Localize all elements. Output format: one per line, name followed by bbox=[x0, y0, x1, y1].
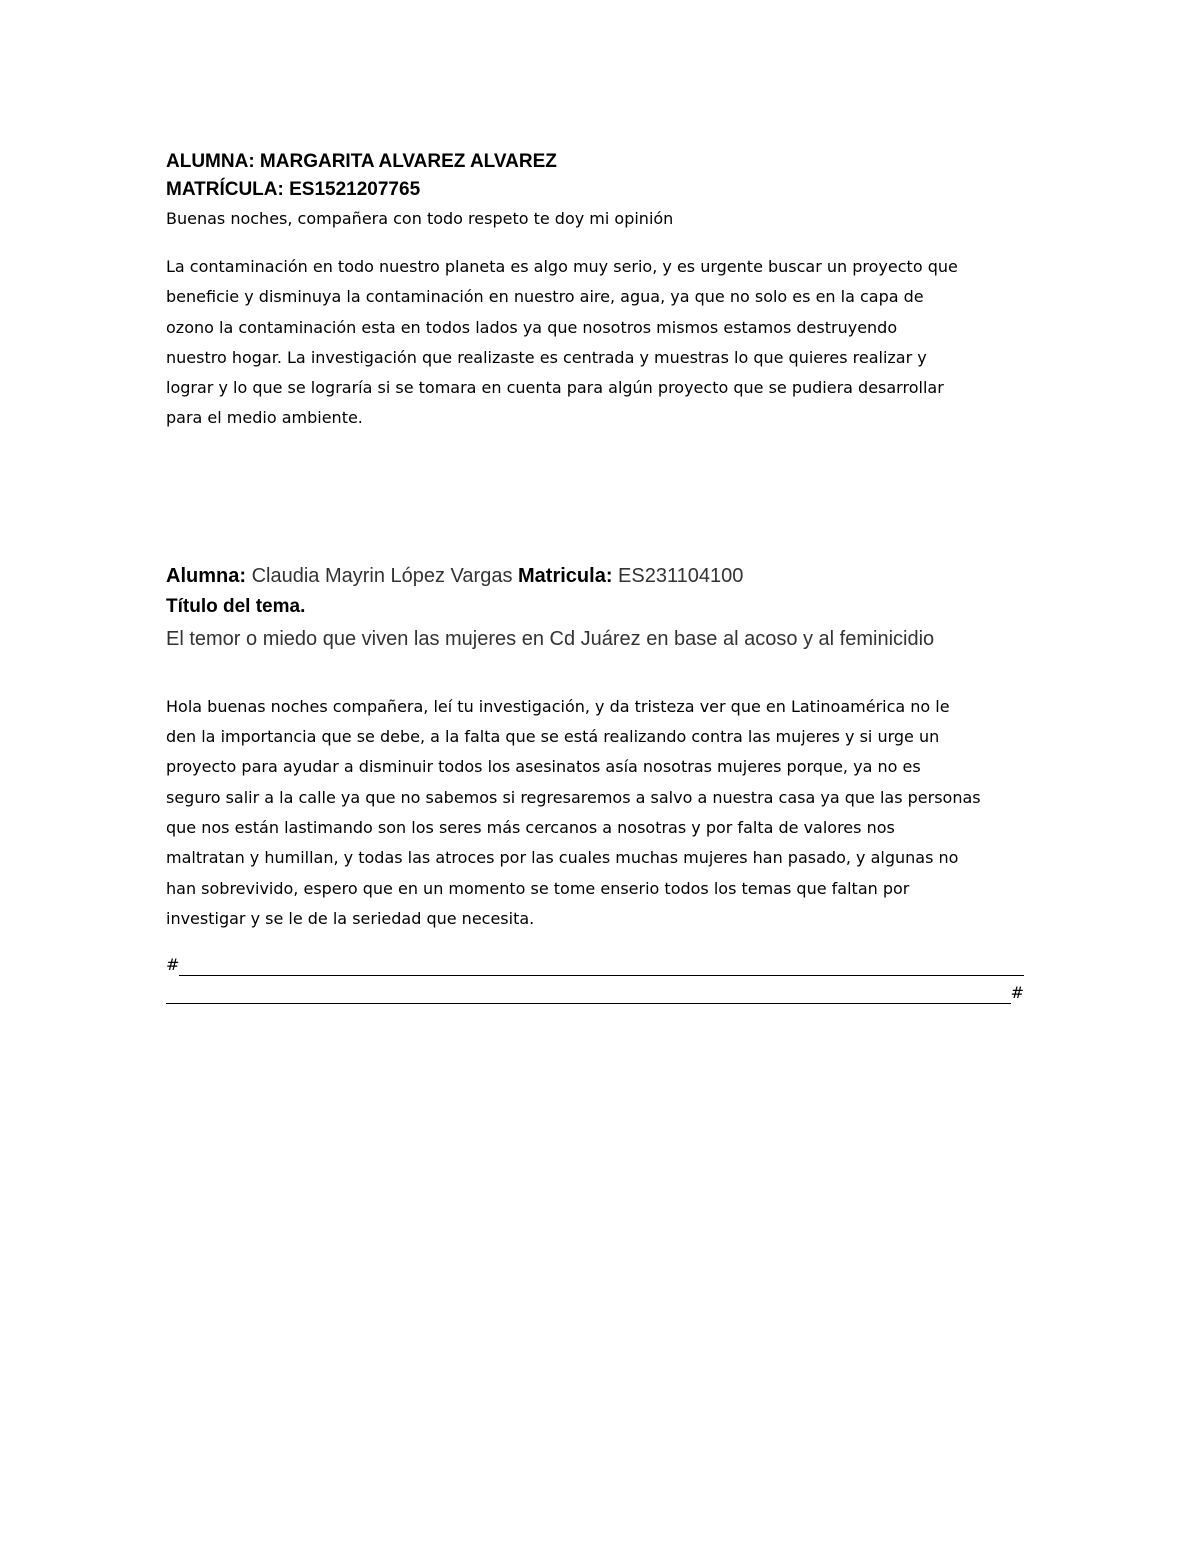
paragraph-line: Hola buenas noches compañera, leí tu investigación, y da tristeza ver que en Latinoamérica no le bbox=[166, 696, 950, 716]
comment-paragraph-1 bbox=[166, 252, 1036, 434]
separator-row-bottom bbox=[166, 976, 1024, 1004]
paragraph-line: den la importancia que se debe, a la falta que se está realizando contra las mujeres y si urge un bbox=[166, 727, 940, 747]
separator-row-top bbox=[166, 948, 1024, 976]
paragraph-line: ozono la contaminación esta en todos lados ya que nosotros mismos estamos destruyendo bbox=[166, 317, 898, 337]
paragraph-line: beneficie y disminuya la contaminación en nuestro aire, agua, ya que no solo es en la capa de bbox=[166, 287, 924, 307]
student-id: ES231104100 bbox=[618, 564, 744, 587]
document-page bbox=[166, 148, 1036, 1004]
separator-start-mark: # bbox=[166, 955, 180, 975]
topic-text: El temor o miedo que viven las mujeres en Cd Juárez en base al acoso y al feminicidio bbox=[166, 627, 935, 650]
paragraph-line: nuestro hogar. La investigación que realizaste es centrada y muestras lo que quieres realizar y bbox=[166, 347, 927, 367]
paragraph-line: para el medio ambiente. bbox=[166, 408, 363, 428]
student-name: Claudia Mayrin López Vargas bbox=[251, 564, 513, 587]
greeting-text: Buenas noches, compañera con todo respeto te doy mi opinión bbox=[166, 209, 674, 228]
paragraph-line: investigar y se le de la seriedad que necesita. bbox=[166, 908, 535, 928]
paragraph-line: seguro salir a la calle ya que no sabemos si regresaremos a salvo a nuestra casa ya que las personas bbox=[166, 787, 981, 807]
paragraph-line: que nos están lastimando son los seres más cercanos a nosotras y por falta de valores nos bbox=[166, 817, 895, 837]
separator-end-mark: # bbox=[1010, 983, 1024, 1003]
paragraph-line: proyecto para ayudar a disminuir todos los asesinatos asía nosotras mujeres porque, ya no es bbox=[166, 757, 921, 777]
id-label: Matricula: bbox=[518, 564, 613, 587]
paragraph-line: lograr y lo que se lograría si se tomara en cuenta para algún proyecto que se pudiera desarrollar bbox=[166, 378, 944, 398]
student-meta-line bbox=[166, 560, 1036, 592]
separator-rule bbox=[166, 983, 1011, 1004]
comment-block-2 bbox=[166, 560, 1036, 934]
separator-lines bbox=[166, 948, 1024, 1004]
comment-block-1 bbox=[166, 148, 1036, 434]
comment-paragraph-2 bbox=[166, 692, 1036, 934]
topic-label: Título del tema. bbox=[166, 595, 306, 617]
student-name-heading: ALUMNA: MARGARITA ALVAREZ ALVAREZ bbox=[166, 151, 557, 172]
paragraph-line: han sobrevivido, espero que en un momento se tome enserio todos los temas que faltan por bbox=[166, 878, 910, 898]
paragraph-line: La contaminación en todo nuestro planeta es algo muy serio, y es urgente buscar un proyecto que bbox=[166, 257, 958, 276]
student-label: Alumna: bbox=[166, 564, 246, 587]
separator-rule bbox=[179, 955, 1024, 976]
student-id-heading: MATRÍCULA: ES1521207765 bbox=[166, 179, 421, 200]
paragraph-line: maltratan y humillan, y todas las atroces por las cuales muchas mujeres han pasado, y algunas no bbox=[166, 848, 959, 868]
